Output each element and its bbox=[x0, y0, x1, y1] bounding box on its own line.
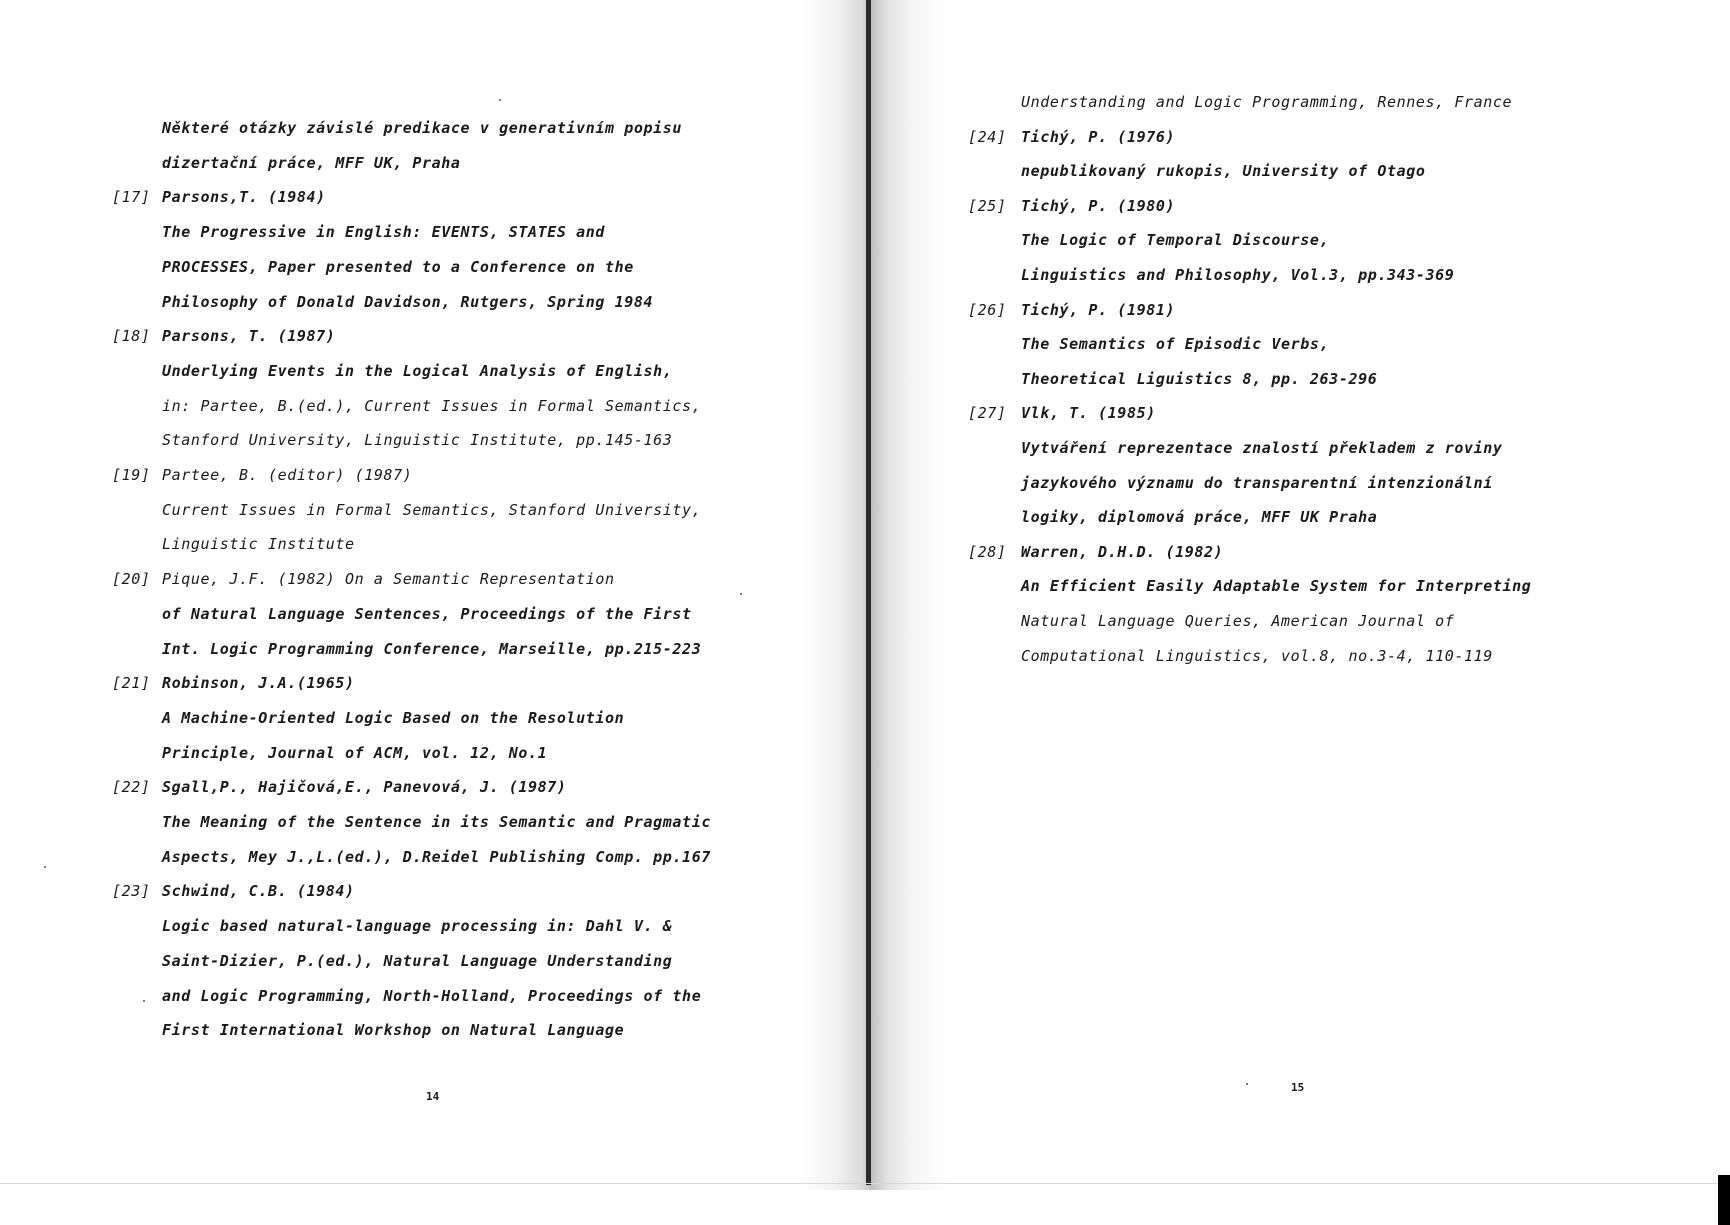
reference-author-line: Parsons,T. (1984) bbox=[162, 188, 326, 207]
reference-number: [20] bbox=[112, 570, 151, 589]
reference-number: [23] bbox=[112, 882, 151, 901]
reference-number: [17] bbox=[112, 188, 151, 207]
reference-text-line: of Natural Language Sentences, Proceedings of the First bbox=[162, 604, 692, 623]
reference-text-line: Int. Logic Programming Conference, Marseille, pp.215-223 bbox=[162, 639, 702, 658]
reference-text-line: Principle, Journal of ACM, vol. 12, No.1 bbox=[162, 743, 548, 762]
reference-author-line: Schwind, C.B. (1984) bbox=[162, 882, 355, 901]
reference-text-line: The Semantics of Episodic Verbs, bbox=[1021, 335, 1330, 354]
reference-text-line: The Meaning of the Sentence in its Semantic and Pragmatic bbox=[162, 813, 711, 831]
reference-text-line: An Efficient Easily Adaptable System for Interpreting bbox=[1021, 577, 1532, 596]
book-spine bbox=[866, 0, 871, 1185]
reference-text-line: in: Partee, B.(ed.), Current Issues in Formal Semantics, bbox=[162, 396, 702, 415]
page-bottom-edge bbox=[0, 1183, 1730, 1184]
reference-text-line: dizertační práce, MFF UK, Praha bbox=[162, 153, 461, 172]
reference-number: [25] bbox=[968, 196, 1007, 215]
reference-text-line: Logic based natural-language processing in: Dahl V. & bbox=[162, 917, 673, 936]
reference-author-line: Partee, B. (editor) (1987) bbox=[162, 466, 413, 484]
scan-speck bbox=[1246, 1083, 1248, 1085]
reference-author-line: Parsons, T. (1987) bbox=[162, 327, 336, 346]
reference-text-line: jazykového významu do transparentní intenzionální bbox=[1021, 473, 1493, 492]
reference-text-line: Natural Language Queries, American Journal of bbox=[1021, 612, 1455, 630]
reference-number: [26] bbox=[968, 300, 1007, 319]
reference-text-line: Linguistic Institute bbox=[162, 535, 355, 554]
reference-text-line: Computational Linguistics, vol.8, no.3-4, 110-119 bbox=[1021, 646, 1493, 665]
scan-corner-mark bbox=[1718, 1175, 1730, 1225]
reference-text-line: Linguistics and Philosophy, Vol.3, pp.343-369 bbox=[1021, 266, 1455, 284]
reference-text-line: Current Issues in Formal Semantics, Stanford University, bbox=[162, 500, 702, 519]
reference-author-line: Robinson, J.A.(1965) bbox=[162, 674, 355, 693]
reference-number: [27] bbox=[968, 404, 1007, 423]
reference-author-line: Tichý, P. (1976) bbox=[1021, 127, 1176, 146]
reference-text-line: Theoretical Liguistics 8, pp. 263-296 bbox=[1021, 369, 1378, 388]
reference-number: [19] bbox=[112, 466, 151, 484]
scan-speck bbox=[499, 99, 501, 101]
page-number-right: 15 bbox=[1291, 1081, 1305, 1094]
reference-text-line: Saint-Dizier, P.(ed.), Natural Language Understanding bbox=[162, 951, 673, 970]
reference-author-line: Tichý, P. (1981) bbox=[1021, 300, 1176, 319]
reference-text-line: The Progressive in English: EVENTS, STATES and bbox=[162, 223, 606, 242]
reference-text-line: Aspects, Mey J.,L.(ed.), D.Reidel Publishing Comp. pp.167 bbox=[162, 847, 711, 866]
reference-number: [21] bbox=[112, 674, 151, 693]
reference-text-line: Stanford University, Linguistic Institute, pp.145-163 bbox=[162, 431, 673, 450]
reference-text-line: First International Workshop on Natural Language bbox=[162, 1021, 625, 1040]
reference-author-line: Tichý, P. (1980) bbox=[1021, 196, 1176, 215]
reference-text-line: The Logic of Temporal Discourse, bbox=[1021, 231, 1330, 250]
scan-speck bbox=[44, 866, 46, 868]
reference-text-line: PROCESSES, Paper presented to a Conference on the bbox=[162, 257, 634, 276]
scan-speck bbox=[740, 593, 742, 595]
reference-number: [28] bbox=[968, 542, 1007, 561]
reference-text-line: Philosophy of Donald Davidson, Rutgers, Spring 1984 bbox=[162, 292, 654, 311]
reference-text-line: Některé otázky závislé predikace v generativním popisu bbox=[162, 119, 683, 137]
reference-author-line: Pique, J.F. (1982) On a Semantic Representation bbox=[162, 570, 615, 589]
left-page bbox=[0, 0, 870, 1190]
reference-author-line: Sgall,P., Hajičová,E., Panevová, J. (1987) bbox=[162, 778, 567, 797]
page-number-left: 14 bbox=[426, 1090, 440, 1103]
reference-author-line: Warren, D.H.D. (1982) bbox=[1021, 542, 1224, 561]
scan-speck bbox=[143, 1000, 145, 1002]
reference-author-line: Vlk, T. (1985) bbox=[1021, 404, 1156, 423]
reference-text-line: Understanding and Logic Programming, Rennes, France bbox=[1021, 93, 1513, 111]
reference-text-line: A Machine-Oriented Logic Based on the Resolution bbox=[162, 708, 625, 727]
reference-number: [24] bbox=[968, 127, 1007, 146]
reference-text-line: nepublikovaný rukopis, University of Otago bbox=[1021, 162, 1426, 181]
reference-number: [22] bbox=[112, 778, 151, 797]
reference-text-line: Vytváření reprezentace znalostí překladem z roviny bbox=[1021, 439, 1503, 457]
reference-text-line: Underlying Events in the Logical Analysis of English, bbox=[162, 361, 673, 380]
reference-text-line: and Logic Programming, North-Holland, Proceedings of the bbox=[162, 986, 702, 1005]
reference-text-line: logiky, diplomová práce, MFF UK Praha bbox=[1021, 508, 1378, 527]
reference-number: [18] bbox=[112, 327, 151, 346]
